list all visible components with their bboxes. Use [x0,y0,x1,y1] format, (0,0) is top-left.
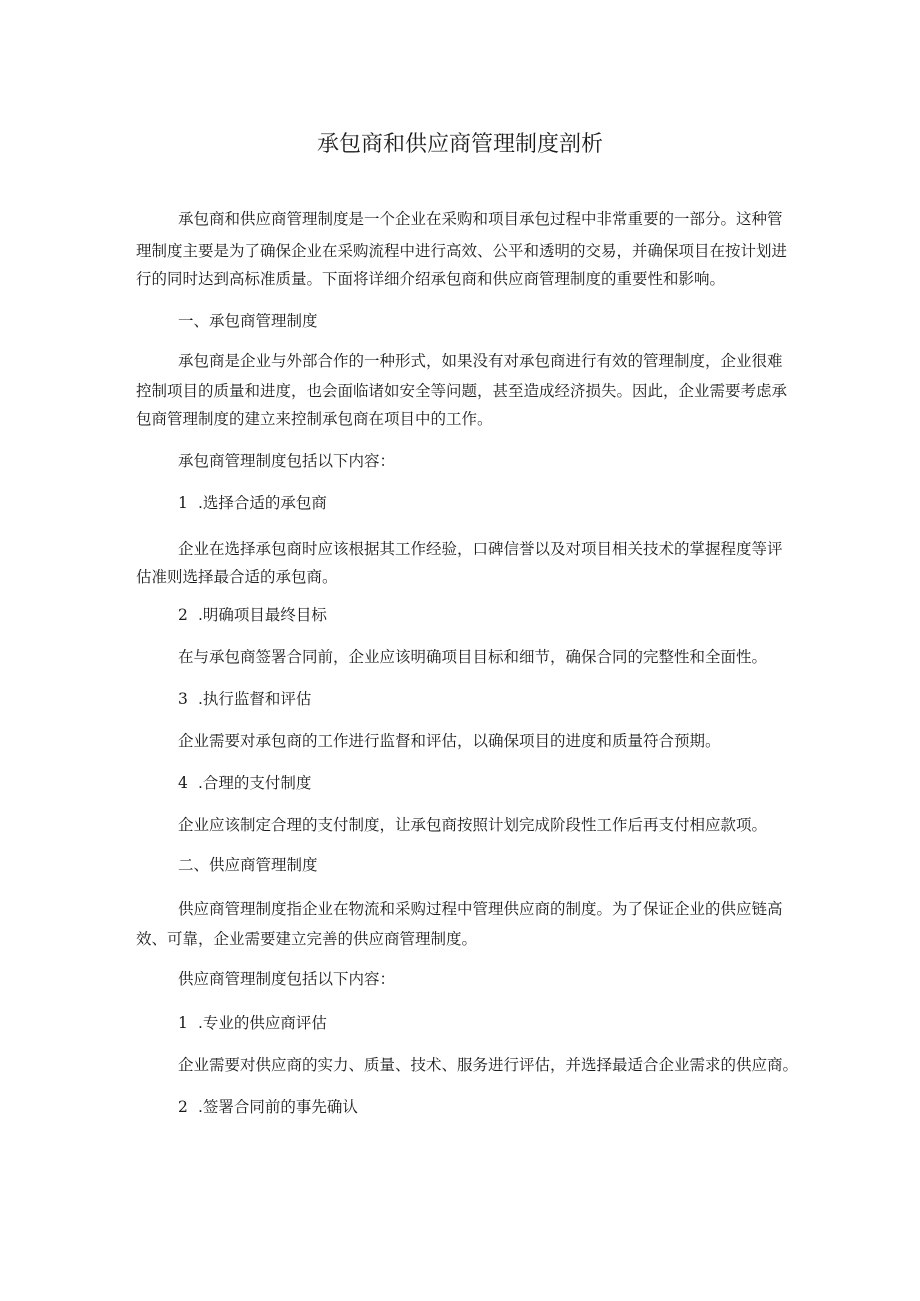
section1-heading: 一、承包商管理制度 [178,312,318,330]
section2-para-line-1: 供应商管理制度指企业在物流和采购过程中管理供应商的制度。为了保证企业的供应链高 [178,900,783,918]
item-number: 3 [178,690,188,708]
section1-para-line-2: 控制项目的质量和进度，也会面临诸如安全等问题，甚至造成经济损失。因此，企业需要考虑承 [136,382,788,400]
item-number: 1 [178,494,188,512]
section2-para-line-2: 效、可靠，企业需要建立完善的供应商管理制度。 [136,930,478,948]
section2-includes: 供应商管理制度包括以下内容： [178,970,396,988]
section2-item-1-title [178,1010,327,1037]
section1-includes: 承包商管理制度包括以下内容： [178,452,396,470]
section1-item-3-title [178,686,311,713]
item-number: 2 [178,1098,188,1116]
item-title: .签署合同前的事先确认 [198,1098,358,1116]
item-title: .专业的供应商评估 [198,1014,327,1032]
item-number: 4 [178,774,188,792]
section1-item-1-desc-line-1: 企业在选择承包商时应该根据其工作经验，口碑信誉以及对项目相关技术的掌握程度等评 [178,540,783,558]
item-number: 1 [178,1014,188,1032]
item-number: 2 [178,606,188,624]
intro-line-2: 理制度主要是为了确保企业在采购流程中进行高效、公平和透明的交易，并确保项目在按计划进 [136,242,788,260]
section1-item-2-title [178,602,327,629]
section1-item-3-desc: 企业需要对承包商的工作进行监督和评估，以确保项目的进度和质量符合预期。 [178,732,721,750]
section1-item-4-desc: 企业应该制定合理的支付制度，让承包商按照计划完成阶段性工作后再支付相应款项。 [178,816,768,834]
item-title: .选择合适的承包商 [198,494,327,512]
item-title: .明确项目最终目标 [198,606,327,624]
section1-para-line-3: 包商管理制度的建立来控制承包商在项目中的工作。 [136,410,493,428]
section2-heading: 二、供应商管理制度 [178,856,318,874]
intro-line-3: 行的同时达到高标准质量。下面将详细介绍承包商和供应商管理制度的重要性和影响。 [136,270,726,288]
section1-para-line-1: 承包商是企业与外部合作的一种形式，如果没有对承包商进行有效的管理制度，企业很难 [178,352,783,370]
section1-item-4-title [178,770,311,797]
section1-item-1-title [178,490,327,517]
document-title: 承包商和供应商管理制度剖析 [316,132,603,157]
section1-item-1-desc-line-2: 估准则选择最合适的承包商。 [136,568,338,586]
section1-item-2-desc: 在与承包商签署合同前，企业应该明确项目目标和细节，确保合同的完整性和全面性。 [178,648,768,666]
item-title: .执行监督和评估 [198,690,312,708]
intro-line-1: 承包商和供应商管理制度是一个企业在采购和项目承包过程中非常重要的一部分。这种管 [178,210,783,228]
item-title: .合理的支付制度 [198,774,312,792]
section2-item-1-desc: 企业需要对供应商的实力、质量、技术、服务进行评估，并选择最适合企业需求的供应商。 [178,1056,799,1074]
section2-item-2-title [178,1094,358,1121]
